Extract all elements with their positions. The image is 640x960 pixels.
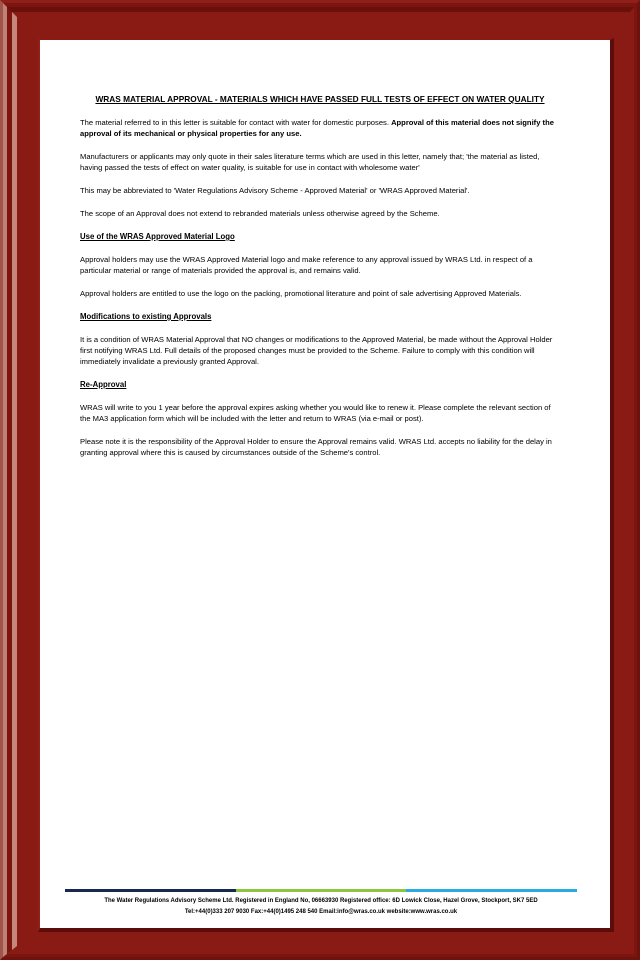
text-run: Approval holders may use the WRAS Approved Material logo and make reference to any approval issued by WRAS Ltd. in respect of a particular material or range of materials provided the approval is, and remains valid. (80, 255, 533, 275)
body-paragraph (80, 288, 560, 299)
frame-main-band (17, 17, 626, 946)
body-paragraph (80, 151, 560, 173)
footer-contact-line: Tel:+44(0)333 207 9030 Fax:+44(0)1495 248 540 Email:info@wras.co.uk website:www.wras.co.uk (184, 909, 458, 915)
text-run: This may be abbreviated to 'Water Regulations Advisory Scheme - Approved Material' or 'WRAS Approved Material'. (80, 186, 470, 195)
text-run: WRAS will write to you 1 year before the approval expires asking whether you would like to renew it. Please complete the relevant section of the MA3 application form which will be included with the letter and return to WRAS (via e-mail or post). (80, 403, 551, 423)
frame-bevel-groove (7, 7, 634, 954)
footer-brand-bar (65, 889, 577, 892)
page-footer (65, 889, 577, 918)
body-paragraph (80, 208, 560, 219)
text-run: Please note it is the responsibility of the Approval Holder to ensure the Approval remains valid. WRAS Ltd. accepts no liability for the delay in granting approval where this is caused by circumstances outside of the Scheme's control. (80, 437, 552, 457)
text-run: Manufacturers or applicants may only quote in their sales literature terms which are used in this letter, namely that; 'the material as listed, having passed the tests of effect on water quality, is suitable for use in contact with wholesome water' (80, 152, 540, 172)
section-heading: Use of the WRAS Approved Material Logo (80, 232, 235, 241)
text-run: It is a condition of WRAS Material Approval that NO changes or modifications to the Approved Material, be made without the Approval Holder first notifying WRAS Ltd. Full details of the proposed changes must be provided to the Scheme. Failure to comply with this condition will immediately invalidate a previously granted Approval. (80, 335, 553, 366)
footer-bar-segment (236, 889, 407, 892)
footer-bar-segment (406, 889, 577, 892)
footer-bar-segment (65, 889, 236, 892)
frame-bevel-inner-highlight (12, 12, 630, 950)
text-run: The material referred to in this letter is suitable for contact with water for domestic purposes. (80, 118, 392, 127)
document-content (40, 40, 610, 458)
document-body (80, 117, 560, 458)
bold-text-run: Approval of this material does not signify the approval of its mechanical or physical properties for any use. (80, 118, 554, 138)
section-heading: Modifications to existing Approvals (80, 312, 212, 321)
frame-inner-shadow (38, 38, 614, 932)
body-paragraph (80, 254, 560, 276)
body-paragraph (80, 334, 560, 367)
frame-bevel-highlight (3, 3, 637, 957)
body-paragraph (80, 117, 560, 139)
body-paragraph (80, 402, 560, 424)
footer-registration-line: The Water Regulations Advisory Scheme Ltd. Registered in England No, 06663930 Registered office: 6D Lowick Close, Hazel Grove, Stockport, SK7 5ED (104, 898, 538, 904)
document-page (40, 40, 610, 928)
text-run: Approval holders are entitled to use the logo on the packing, promotional literature and point of sale advertising Approved Materials. (80, 289, 522, 298)
body-paragraph (80, 436, 560, 458)
document-title: WRAS MATERIAL APPROVAL - MATERIALS WHICH HAVE PASSED FULL TESTS OF EFFECT ON WATER QUALITY (95, 94, 545, 104)
text-run: The scope of an Approval does not extend to rebranded materials unless otherwise agreed by the Scheme. (80, 209, 440, 218)
body-paragraph (80, 185, 560, 196)
section-heading: Re-Approval (80, 380, 127, 389)
